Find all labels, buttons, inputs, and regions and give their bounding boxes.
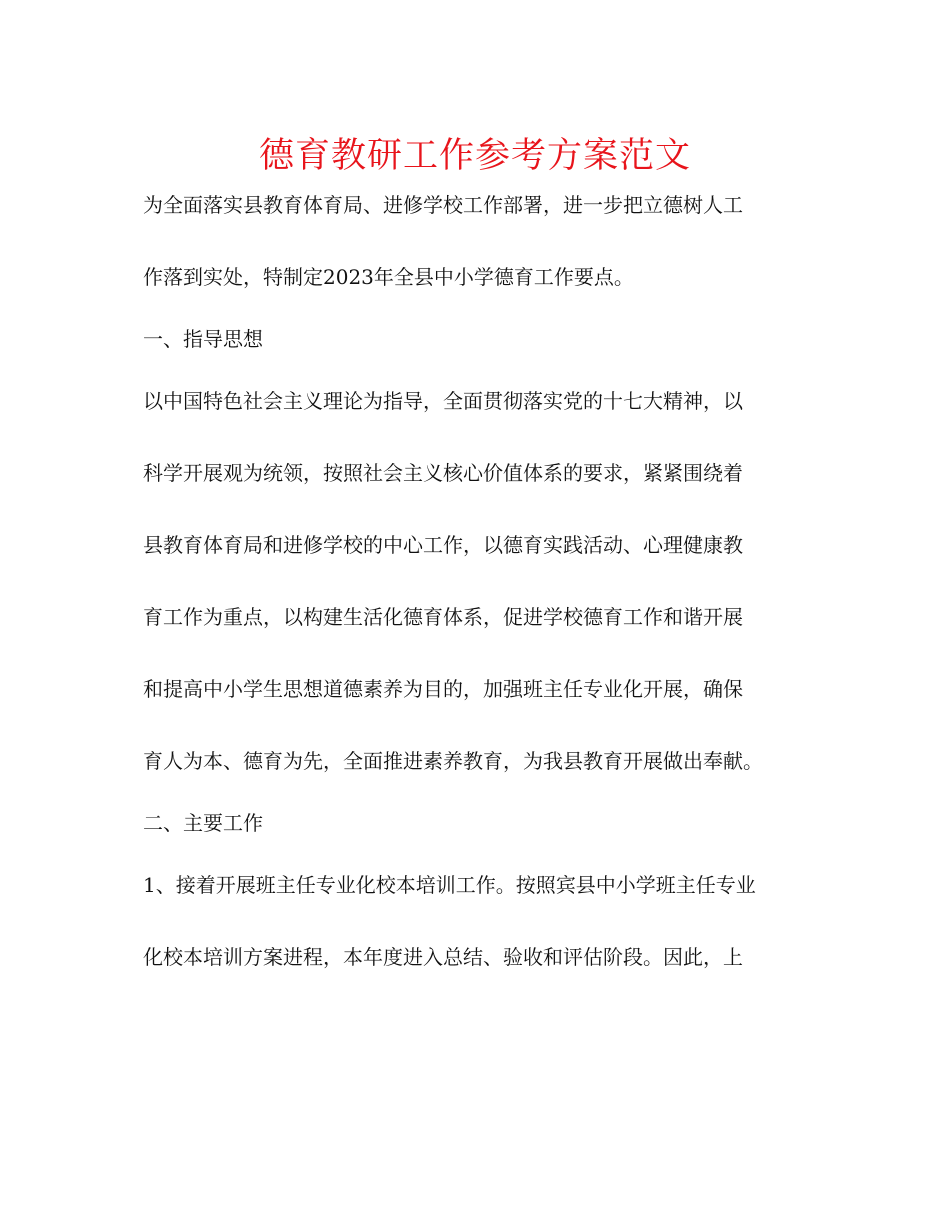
body-line: 化校本培训方案进程，本年度进入总结、验收和评估阶段。因此，上: [143, 945, 743, 969]
body-line: 以中国特色社会主义理论为指导，全面贯彻落实党的十七大精神，以: [143, 389, 743, 413]
body-line: 育工作为重点，以构建生活化德育体系，促进学校德育工作和谐开展: [143, 605, 743, 629]
body-line: 育人为本、德育为先，全面推进素养教育，为我县教育开展做出奉献。: [143, 749, 763, 773]
document-title: 德育教研工作参考方案范文: [258, 136, 691, 176]
section-heading: 一、指导思想: [143, 327, 263, 351]
body-line: 1、接着开展班主任专业化校本培训工作。按照宾县中小学班主任专业: [143, 873, 756, 897]
body-line: 县教育体育局和进修学校的中心工作，以德育实践活动、心理健康教: [143, 533, 743, 557]
body-line: 作落到实处，特制定2023年全县中小学德育工作要点。: [143, 265, 634, 289]
body-line: 为全面落实县教育体育局、进修学校工作部署，进一步把立德树人工: [143, 193, 743, 217]
body-line: 科学开展观为统领，按照社会主义核心价值体系的要求，紧紧围绕着: [143, 461, 743, 485]
body-line: 和提高中小学生思想道德素养为目的，加强班主任专业化开展，确保: [143, 677, 743, 701]
section-heading: 二、主要工作: [143, 811, 263, 835]
